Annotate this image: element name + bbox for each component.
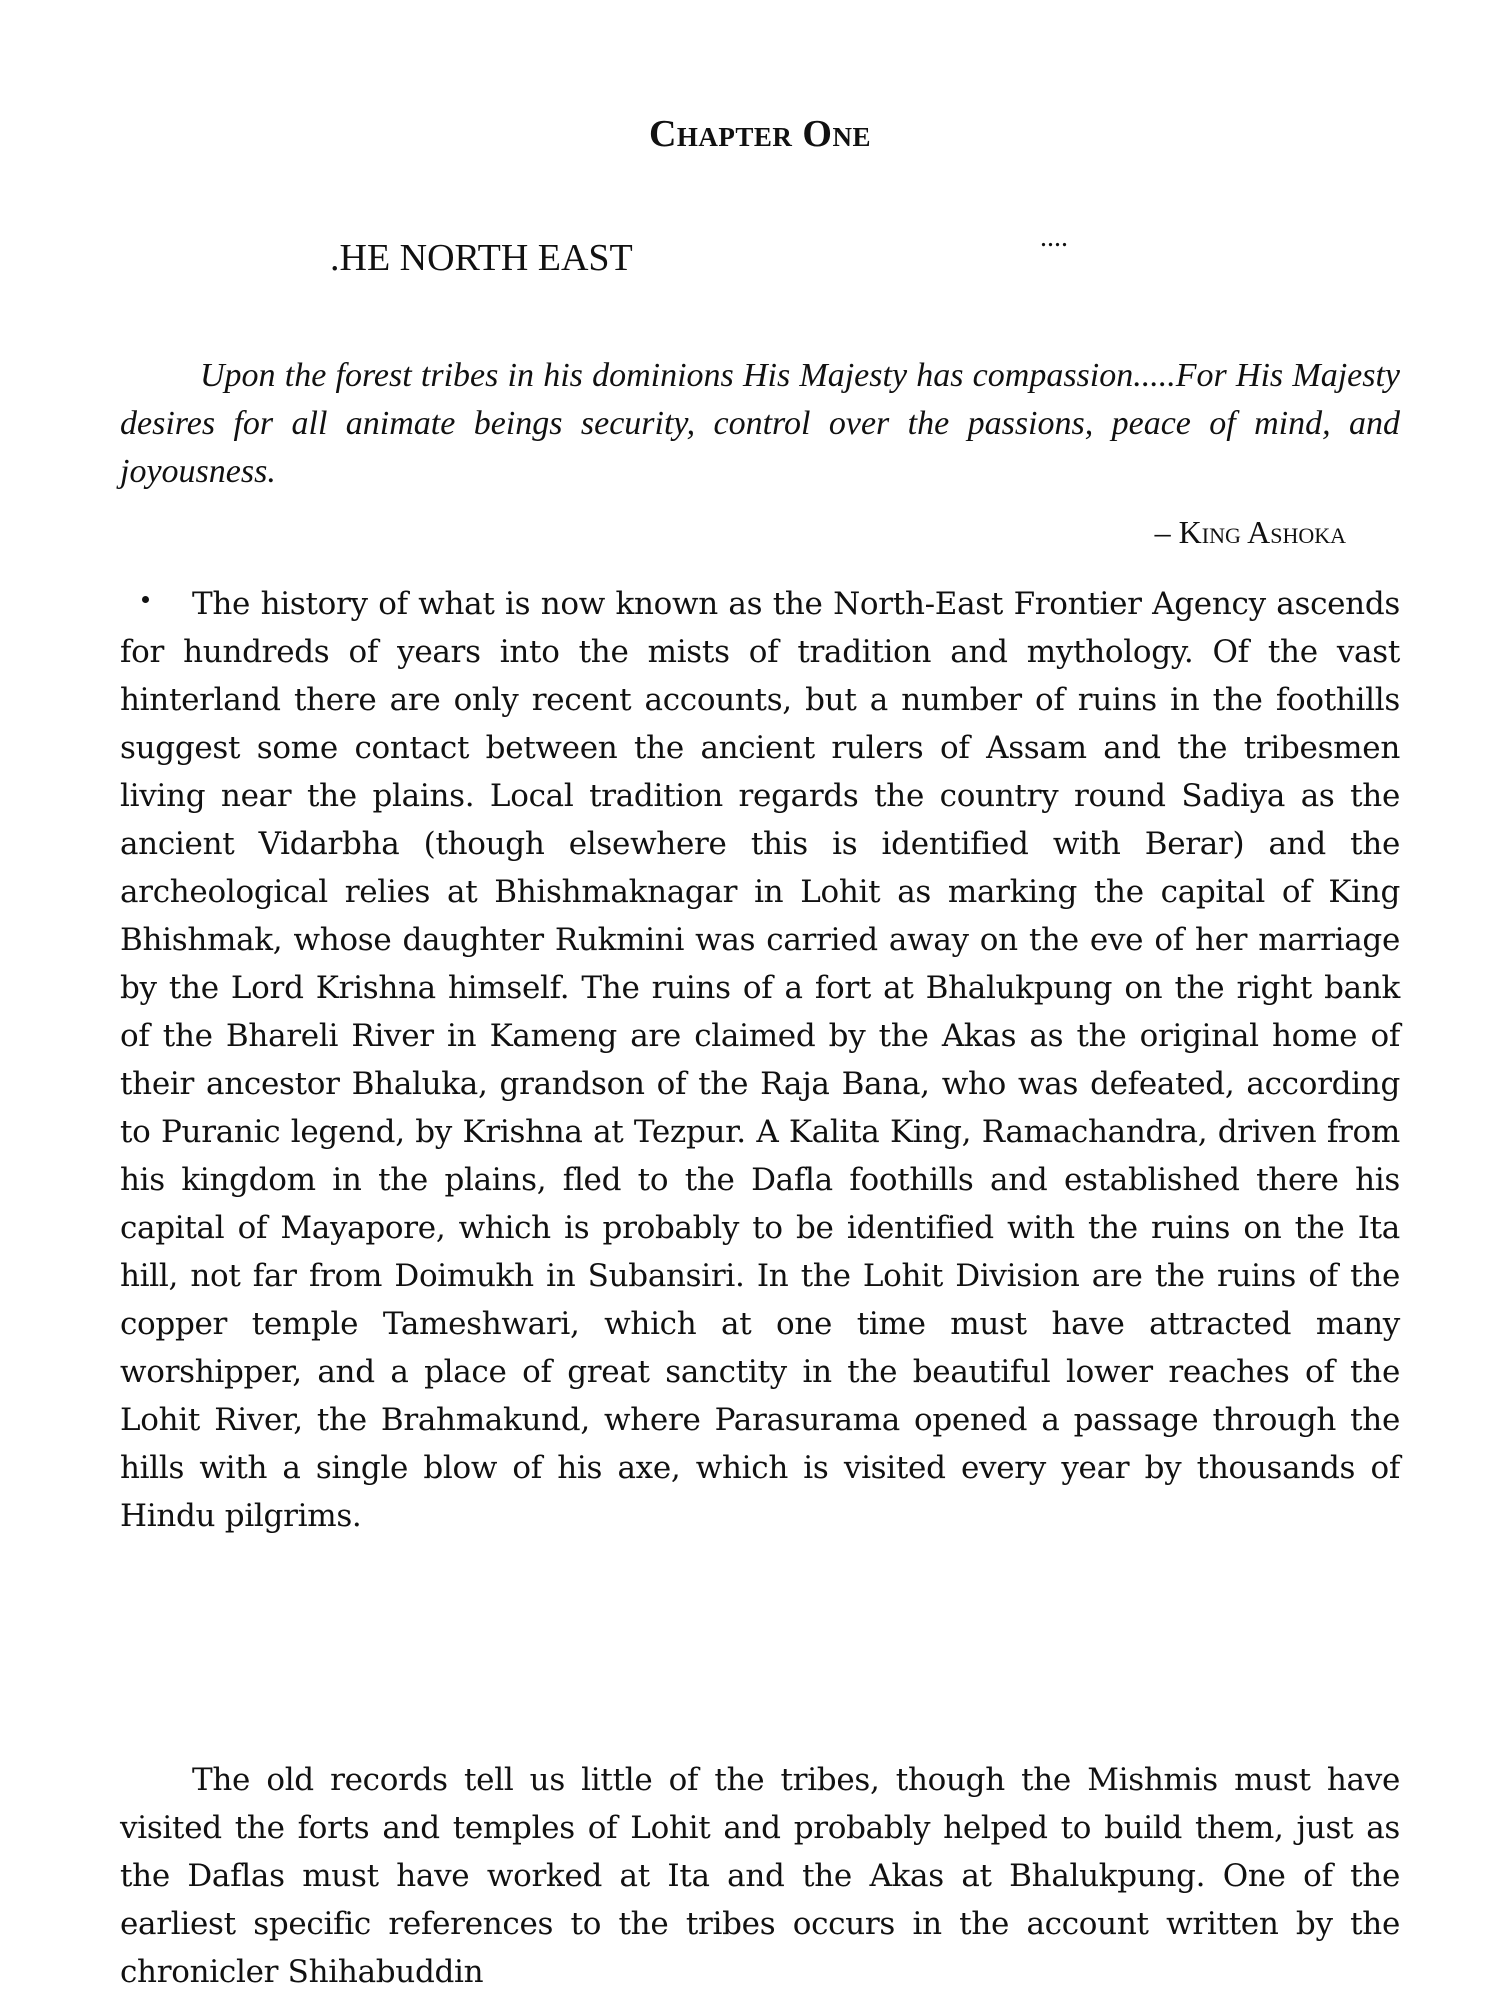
body-paragraph-1: The history of what is now known as the North-East Frontier Agency ascends for hundreds of years into the mists of tradition and mythology. Of the vast hinterland there are only recent accounts, but a number of ruins in the foothills suggest some contact between the ancient rulers of Assam and the tribesmen living near the plains. Local tradition regards the country round Sadiya as the ancient Vidarbha (though elsewhere this is identified with Berar) and the archeological relies at Bhishmaknagar in Lohit as marking the capital of King Bhishmak, whose daughter Rukmini was carried away on the eve of her marriage by the Lord Krishna himself. The ruins of a fort at Bhalukpung on the right bank of the Bhareli River in Kameng are claimed by the Akas as the original home of their ancestor Bhaluka, grandson of the Raja Bana, who was defeated, according to Puranic legend, by Krishna at Tezpur. A Kalita King, Ramachandra, driven from his kingdom in the plains, fled to the Dafla foothills and established there his capital of Mayapore, which is probably to be identified with the ruins on the Ita hill, not far from Doimukh in Subansiri. In the Lohit Division are the ruins of the copper temple Tameshwari, which at one time must have attracted many worshipper, and a place of great sanctity in the beautiful lower reaches of the Lohit River, the Brahmakund, where Parasurama opened a passage through the hills with a single blow of his axe, which is visited every year by thousands of Hindu pilgrims. xyxy=(120,586,1400,1534)
epigraph-quote: Upon the forest tribes in his dominions His Majesty has compassion.....For His Majesty desires for all animate beings security, control over the passions, peace of mind, and joyousness. xyxy=(120,357,1400,490)
book-page xyxy=(120,0,1400,2000)
epigraph-attribution: – King Ashoka xyxy=(1154,514,1346,550)
body-paragraph-2: The old records tell us little of the tribes, though the Mishmis must have visited the forts and temples of Lohit and probably helped to build them, just as the Daflas must have worked at Ita and the Akas at Bhalukpung. One of the earliest specific references to the tribes occurs in the account written by the chronicler Shihabuddin xyxy=(120,1762,1400,1990)
chapter-title xyxy=(120,236,1400,276)
chapter-title-fragment-right: .... xyxy=(1040,236,1068,253)
chapter-title-fragment-left: .HE NORTH EAST xyxy=(330,237,633,276)
chapter-label: Chapter One xyxy=(648,113,872,155)
